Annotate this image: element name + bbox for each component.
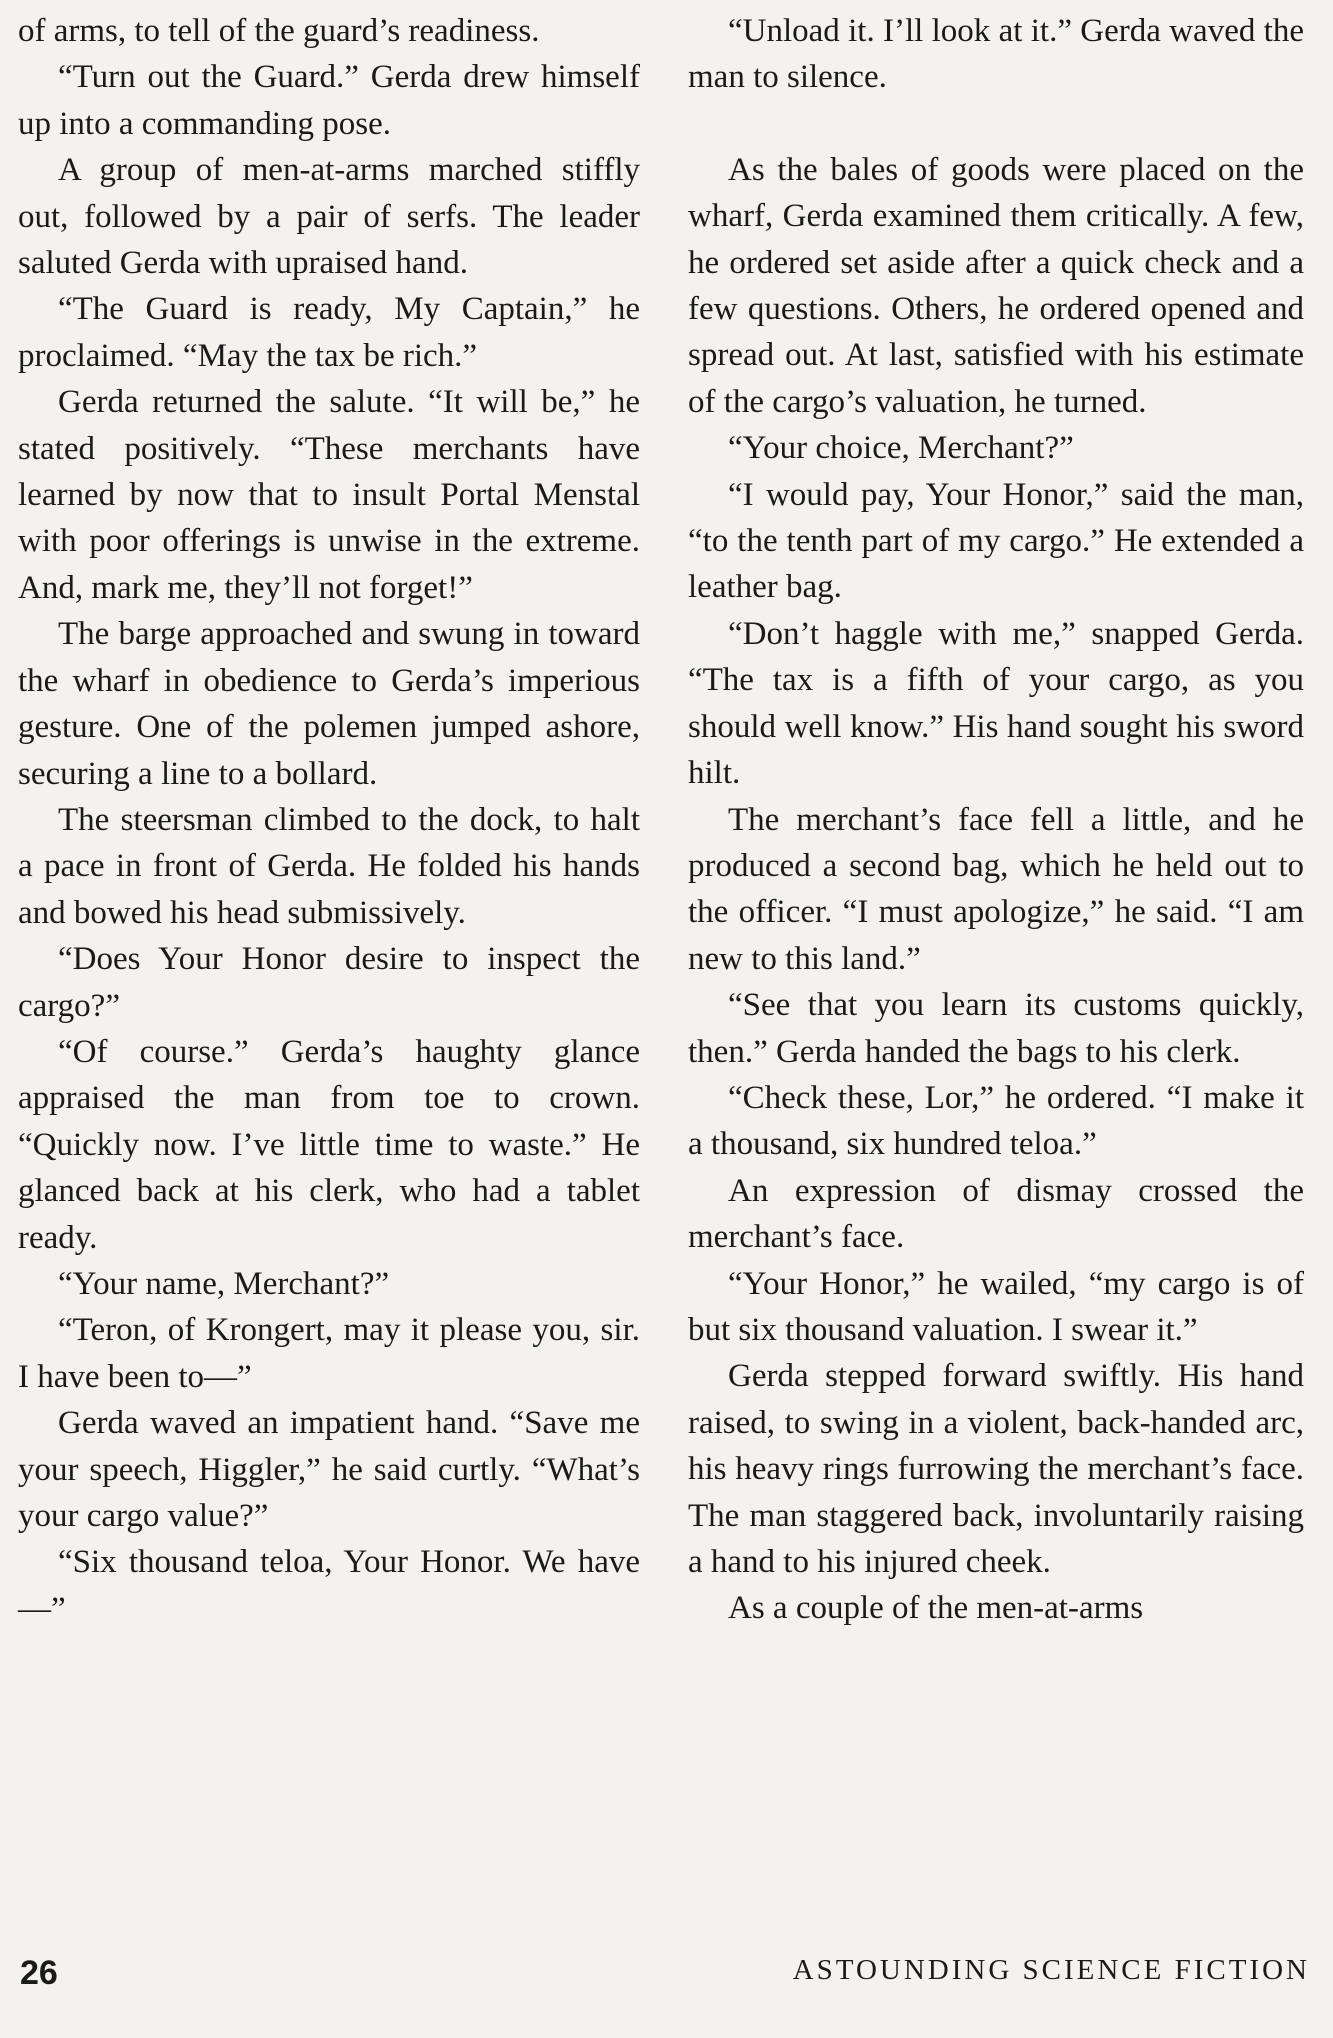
paragraph: “Unload it. I’ll look at it.” Gerda waved the man to silence.: [688, 13, 1304, 96]
paragraph: “Don’t haggle with me,” snapped Gerda. “The tax is a fifth of your cargo, as you should well know.” His hand sought his sword hilt.: [688, 615, 1304, 792]
paragraph: Gerda waved an impatient hand. “Save me your speech, Higgler,” he said curtly. “What’s your cargo value?”: [18, 1405, 640, 1534]
paragraph: “Check these, Lor,” he ordered. “I make it a thousand, six hundred teloa.”: [688, 1079, 1304, 1163]
paragraph: “The Guard is ready, My Captain,” he proclaimed. “May the tax be rich.”: [18, 291, 640, 374]
paragraph: of arms, to tell of the guard’s readiness.: [18, 13, 540, 49]
paragraph: As a couple of the men-at-arms: [728, 1590, 1144, 1627]
paragraph: “Six thousand teloa, Your Honor. We have—”: [18, 1544, 640, 1627]
paragraph: A group of men-at-arms marched stiffly out, followed by a pair of serfs. The leader saluted Gerda with upraised hand.: [18, 152, 640, 282]
paragraph: As the bales of goods were placed on the wharf, Gerda examined them critically. A few, he ordered set aside after a quick check and a few questions. Others, he ordered opened and spread out. At last, satisfied with his estimate of the cargo’s valuation, he turned.: [688, 151, 1304, 420]
paragraph: “See that you learn its customs quickly, then.” Gerda handed the bags to his clerk.: [688, 987, 1304, 1070]
paragraph: “Your name, Merchant?”: [58, 1265, 390, 1302]
right-column: [688, 8, 1304, 1632]
paragraph: “Your choice, Merchant?”: [728, 430, 1074, 467]
paragraph: An expression of dismay crossed the merchant’s face.: [688, 1172, 1304, 1256]
paragraph: The merchant’s face fell a little, and he produced a second bag, which he held out to the officer. “I must apologize,” he said. “I am new to this land.”: [688, 801, 1304, 977]
paragraph: “Teron, of Krongert, may it please you, sir. I have been to—”: [18, 1312, 640, 1395]
running-title: ASTOUNDING SCIENCE FICTION: [792, 1954, 1310, 1986]
paragraph: “Does Your Honor desire to inspect the cargo?”: [18, 941, 640, 1024]
paragraph: The barge approached and swung in toward the wharf in obedience to Gerda’s imperious gesture. One of the polemen jumped ashore, securing a line to a bollard.: [18, 616, 640, 792]
page-number: 26: [20, 1954, 58, 1992]
paragraph: “Of course.” Gerda’s haughty glance appraised the man from toe to crown. “Quickly now. I’ve little time to waste.” He glanced back at his clerk, who had a tablet ready.: [18, 1033, 640, 1256]
paragraph: “I would pay, Your Honor,” said the man, “to the tenth part of my cargo.” He extended a leather bag.: [688, 476, 1304, 606]
paragraph: “Your Honor,” he wailed, “my cargo is of but six thousand valuation. I swear it.”: [688, 1265, 1304, 1348]
paragraph: The steersman climbed to the dock, to halt a pace in front of Gerda. He folded his hands and bowed his head submissively.: [18, 801, 640, 931]
paragraph: “Turn out the Guard.” Gerda drew himself up into a commanding pose.: [18, 59, 640, 142]
left-column: [18, 8, 640, 1632]
paragraph: Gerda returned the salute. “It will be,” he stated positively. “These merchants have learned by now that to insult Portal Menstal with poor offerings is unwise in the extreme. And, mark me, they’ll not forget!”: [18, 384, 640, 606]
paragraph: Gerda stepped forward swiftly. His hand raised, to swing in a violent, back-handed arc, his heavy rings furrowing the merchant’s face. The man staggered back, involuntarily raising a hand to his injured cheek.: [688, 1358, 1304, 1580]
